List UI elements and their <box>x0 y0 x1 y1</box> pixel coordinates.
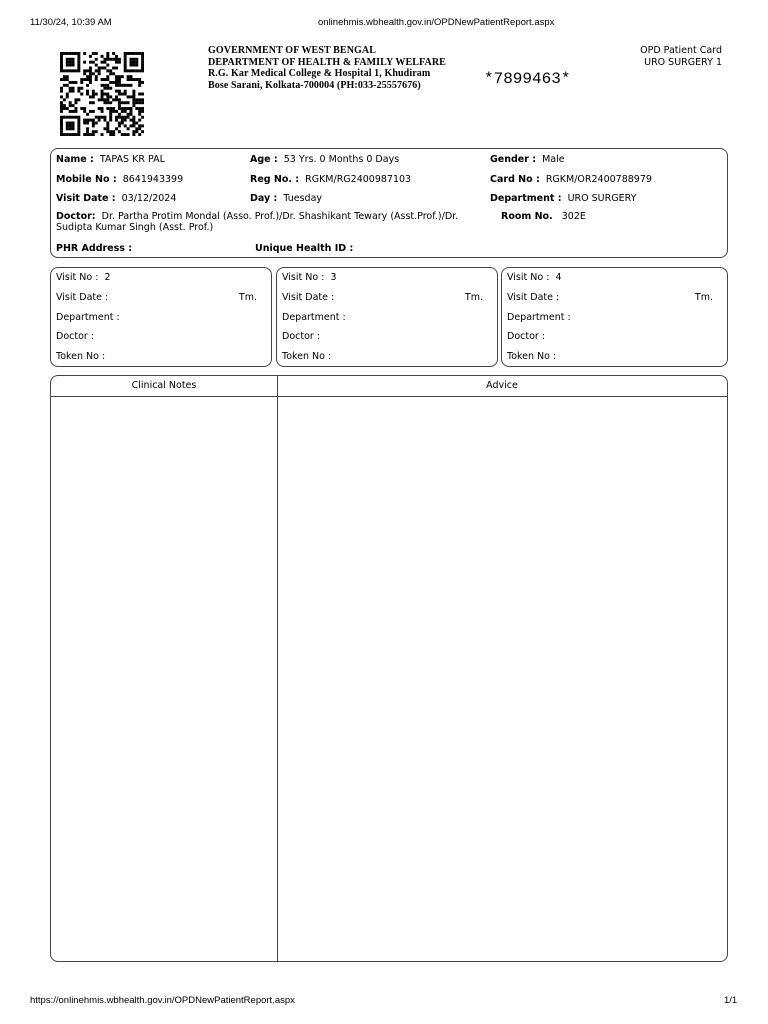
visit-date-label: Visit Date : <box>507 292 560 303</box>
patient-name: Name : TAPAS KR PAL <box>56 154 165 165</box>
visit-token-label: Token No : <box>56 351 106 362</box>
visit-time-label: Tm. <box>694 292 713 303</box>
patient-room-no: Room No. 302E <box>501 211 586 222</box>
patient-unique-health-id: Unique Health ID : <box>255 243 354 254</box>
print-page-title: onlinehmis.wbhealth.gov.in/OPDNewPatientReport.aspx <box>318 17 555 28</box>
visit-box-2 <box>50 267 272 367</box>
visit-time-label: Tm. <box>464 292 483 303</box>
barcode-number: *7899463* <box>484 70 571 88</box>
org-line-3: R.G. Kar Medical College & Hospital 1, Khudiram <box>208 68 431 79</box>
visit-department-label: Department : <box>282 312 346 323</box>
organisation-header <box>208 45 446 91</box>
visit-no: Visit No : 4 <box>507 272 562 283</box>
patient-department: Department : URO SURGERY <box>490 193 637 204</box>
advice-header: Advice <box>486 380 518 391</box>
patient-card-no: Card No : RGKM/OR2400788979 <box>490 174 652 185</box>
card-title: OPD Patient Card <box>640 45 722 56</box>
notes-column-divider <box>277 376 278 961</box>
visit-date-label: Visit Date : <box>56 292 109 303</box>
patient-reg-no: Reg No. : RGKM/RG2400987103 <box>250 174 412 185</box>
visit-doctor-label: Doctor : <box>507 331 546 342</box>
visit-box-4 <box>501 267 728 367</box>
card-unit: URO SURGERY 1 <box>644 56 722 68</box>
print-datetime: 11/30/24, 10:39 AM <box>30 17 112 28</box>
notes-panel <box>50 375 728 962</box>
patient-age: Age : 53 Yrs. 0 Months 0 Days <box>250 154 400 165</box>
visit-doctor-label: Doctor : <box>282 331 321 342</box>
visit-box-3 <box>276 267 498 367</box>
visit-time-label: Tm. <box>238 292 257 303</box>
patient-gender: Gender : Male <box>490 154 565 165</box>
visit-token-label: Token No : <box>507 351 557 362</box>
visit-doctor-label: Doctor : <box>56 331 95 342</box>
visit-date-label: Visit Date : <box>282 292 335 303</box>
visit-no: Visit No : 2 <box>56 272 111 283</box>
patient-visit-date: Visit Date : 03/12/2024 <box>56 193 177 204</box>
org-line-1: GOVERNMENT OF WEST BENGAL <box>208 45 376 56</box>
visit-no: Visit No : 3 <box>282 272 337 283</box>
patient-doctor: Doctor: Dr. Partha Protim Mondal (Asso. Prof.)/Dr. Shashikant Tewary (Asst.Prof.)/Dr. Sudipta Kumar Singh (Asst. Prof.) <box>56 211 459 233</box>
visit-department-label: Department : <box>56 312 120 323</box>
qr-code <box>60 52 144 136</box>
card-title-block <box>640 45 722 68</box>
notes-header-divider <box>51 396 727 397</box>
clinical-notes-header: Clinical Notes <box>131 380 197 391</box>
patient-details-panel <box>50 148 728 258</box>
patient-mobile: Mobile No : 8641943399 <box>56 174 184 185</box>
patient-day: Day : Tuesday <box>250 193 323 204</box>
print-footer-url: https://onlinehmis.wbhealth.gov.in/OPDNewPatientReport.aspx <box>30 995 295 1006</box>
visit-department-label: Department : <box>507 312 571 323</box>
org-line-2: DEPARTMENT OF HEALTH & FAMILY WELFARE <box>208 56 446 68</box>
print-footer-page: 1/1 <box>724 995 738 1006</box>
patient-phr-address: PHR Address : <box>56 243 133 254</box>
visit-token-label: Token No : <box>282 351 332 362</box>
org-line-4: Bose Sarani, Kolkata-700004 (PH:033-25557676) <box>208 79 421 91</box>
